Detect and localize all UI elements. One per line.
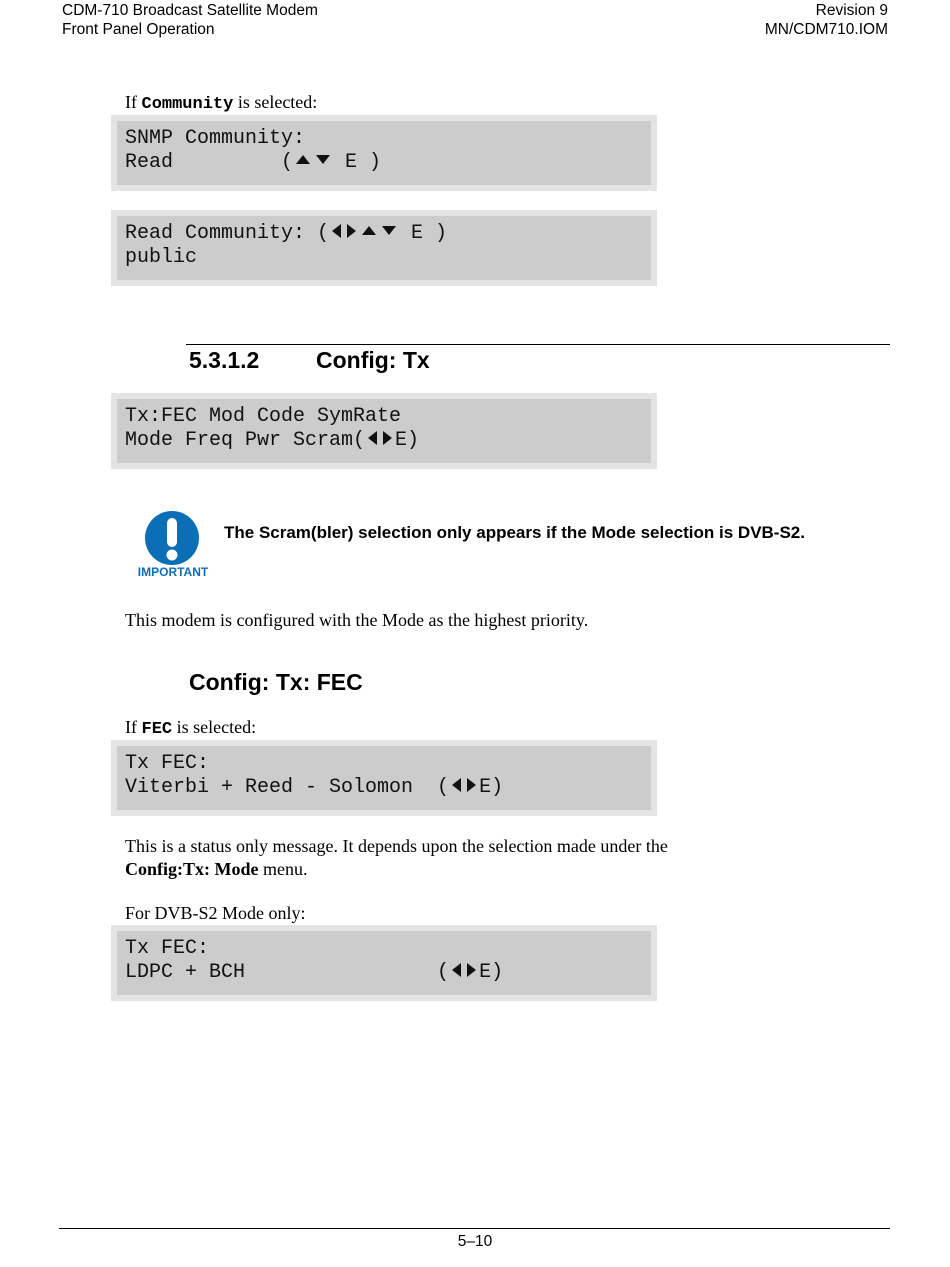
lcd-read-community: [111, 210, 657, 286]
down-arrow-icon: [316, 155, 330, 164]
right-arrow-icon: [467, 963, 476, 977]
page-header-right: [765, 1, 888, 39]
left-arrow-icon: [368, 431, 377, 445]
lcd-line: Mode Freq Pwr Scram( E): [125, 429, 420, 452]
lcd-line: Viterbi + Reed - Solomon ( E): [125, 776, 504, 799]
lcd-line: Tx FEC:: [125, 937, 210, 960]
important-note-text: The Scram(bler) selection only appears if the Mode selection is DVB-S2.: [224, 523, 805, 542]
fec-intro: If FEC is selected:: [125, 717, 257, 739]
left-arrow-icon: [332, 224, 341, 238]
lcd-line: SNMP Community:: [125, 127, 306, 150]
section-divider: [186, 344, 890, 345]
lcd-tx-menu: [111, 393, 657, 469]
page-header-left: [62, 1, 318, 39]
left-arrow-icon: [452, 778, 461, 792]
status-note-line2: Config:Tx: Mode menu.: [125, 859, 308, 879]
lcd-line: Tx:FEC Mod Code SymRate: [125, 405, 402, 428]
fec-keyword: FEC: [141, 720, 173, 739]
header-chapter-title: Front Panel Operation: [62, 21, 215, 38]
lcd-line: Tx FEC:: [125, 752, 210, 775]
right-arrow-icon: [467, 778, 476, 792]
up-arrow-icon: [362, 226, 376, 235]
dvbs2-intro: For DVB-S2 Mode only:: [125, 903, 306, 923]
important-label: IMPORTANT: [137, 565, 209, 579]
right-arrow-icon: [347, 224, 356, 238]
menu-path: Config:Tx: Mode: [125, 859, 259, 879]
header-revision: Revision 9: [815, 2, 888, 19]
down-arrow-icon: [382, 226, 396, 235]
subsection-title: Config: Tx: FEC: [189, 669, 363, 695]
status-note-line1: This is a status only message. It depends upon the selection made under the: [125, 836, 668, 856]
lcd-line: LDPC + BCH ( E): [125, 961, 504, 984]
lcd-line: Read ( E ): [125, 151, 382, 174]
important-icon: [136, 510, 210, 582]
lcd-tx-fec-dvbs2: [111, 925, 657, 1001]
lcd-line: Read Community: ( E ): [125, 222, 448, 245]
right-arrow-icon: [383, 431, 392, 445]
left-arrow-icon: [452, 963, 461, 977]
lcd-line: public: [125, 246, 198, 269]
lcd-snmp-community: [111, 115, 657, 191]
footer-divider: [59, 1228, 890, 1229]
section-title: Config: Tx: [316, 347, 430, 373]
priority-note: This modem is configured with the Mode as the highest priority.: [125, 610, 589, 630]
up-arrow-icon: [296, 155, 310, 164]
header-doc-number: MN/CDM710.IOM: [764, 21, 888, 38]
page-number: 5–10: [457, 1233, 493, 1250]
lcd-tx-fec: [111, 740, 657, 816]
community-keyword: Community: [141, 95, 234, 114]
section-number: 5.3.1.2: [189, 347, 260, 373]
community-intro: If Community is selected:: [125, 92, 318, 114]
header-document-title: CDM-710 Broadcast Satellite Modem: [62, 2, 318, 19]
